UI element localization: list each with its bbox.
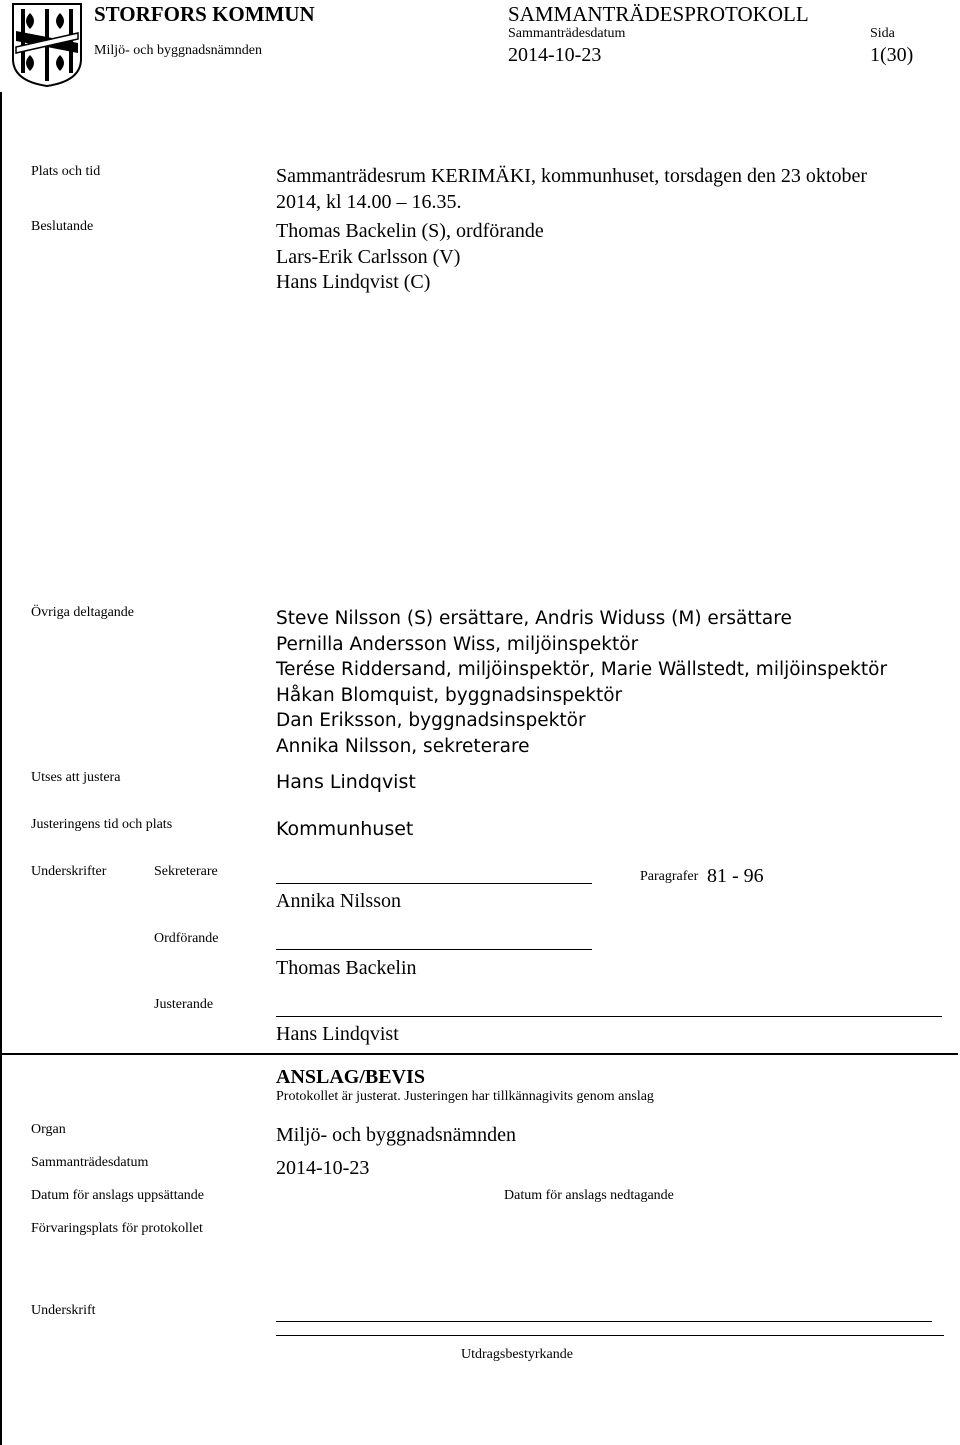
notice-signature-line bbox=[276, 1321, 932, 1322]
deciding-label: Beslutande bbox=[31, 219, 94, 234]
committee-name: Miljö- och byggnadsnämnden bbox=[94, 43, 262, 58]
organ-label: Organ bbox=[31, 1122, 66, 1137]
other-participants bbox=[276, 606, 887, 759]
section-separator bbox=[0, 1053, 958, 1055]
adjuster-signature-line bbox=[276, 1016, 942, 1017]
municipality-coat-of-arms bbox=[12, 3, 82, 87]
document-type: SAMMANTRÄDESPROTOKOLL bbox=[508, 2, 809, 26]
place-time-value bbox=[276, 164, 867, 215]
participant-line: Terése Riddersand, miljöinspektör, Marie Wällstedt, miljöinspektör bbox=[276, 659, 888, 680]
signature-label: Underskrift bbox=[31, 1303, 96, 1318]
chair-label: Ordförande bbox=[154, 931, 219, 946]
notice-title: ANSLAG/BEVIS bbox=[276, 1066, 425, 1088]
notice-date-label: Sammanträdesdatum bbox=[31, 1155, 149, 1170]
paragraphs-label: Paragrafer bbox=[640, 869, 699, 884]
adjuster-label: Utses att justera bbox=[31, 770, 121, 785]
page-label: Sida bbox=[870, 26, 895, 41]
participant-line: Steve Nilsson (S) ersättare, Andris Widuss (M) ersättare bbox=[276, 608, 792, 629]
certify-label: Utdragsbestyrkande bbox=[461, 1347, 573, 1362]
adjuster-value: Hans Lindqvist bbox=[276, 771, 416, 793]
storage-label: Förvaringsplats för protokollet bbox=[31, 1221, 203, 1236]
place-time-line: 2014, kl 14.00 – 16.35. bbox=[276, 190, 462, 213]
secretary-label: Sekreterare bbox=[154, 864, 218, 879]
meeting-date-label: Sammanträdesdatum bbox=[508, 26, 626, 41]
signature-adjuster-label: Justerande bbox=[154, 997, 214, 1012]
participant-line: Annika Nilsson, sekreterare bbox=[276, 735, 530, 757]
organ-value: Miljö- och byggnadsnämnden bbox=[276, 1124, 516, 1146]
notice-date-value: 2014-10-23 bbox=[276, 1157, 370, 1179]
chair-signature-line bbox=[276, 949, 592, 950]
signature-adjuster-name: Hans Lindqvist bbox=[276, 1023, 399, 1045]
secretary-name: Annika Nilsson bbox=[276, 890, 401, 912]
place-time-label: Plats och tid bbox=[31, 164, 101, 179]
chair-name: Thomas Backelin bbox=[276, 957, 417, 979]
adjust-place-value: Kommunhuset bbox=[276, 818, 414, 840]
deciding-members bbox=[276, 219, 544, 296]
removed-date-label: Datum för anslags nedtagande bbox=[504, 1188, 674, 1203]
participant-line: Dan Eriksson, byggnadsinspektör bbox=[276, 710, 586, 731]
secretary-signature-line bbox=[276, 883, 592, 884]
posted-date-label: Datum för anslags uppsättande bbox=[31, 1188, 205, 1203]
frame-left-line bbox=[0, 92, 2, 1445]
participant-line: Håkan Blomquist, byggnadsinspektör bbox=[276, 684, 623, 706]
participant-line: Pernilla Andersson Wiss, miljöinspektör bbox=[276, 633, 639, 655]
notice-subtitle: Protokollet är justerat. Justeringen har tillkännagivits genom anslag bbox=[276, 1089, 654, 1104]
paragraphs-value: 81 - 96 bbox=[707, 865, 764, 887]
place-time-line: Sammanträdesrum KERIMÄKI, kommunhuset, torsdagen den 23 oktober bbox=[276, 165, 868, 187]
page-number: 1(30) bbox=[870, 44, 914, 66]
adjust-place-label: Justeringens tid och plats bbox=[31, 817, 173, 832]
member-line: Lars-Erik Carlsson (V) bbox=[276, 245, 461, 268]
others-label: Övriga deltagande bbox=[31, 605, 135, 620]
municipality-name: STORFORS KOMMUN bbox=[94, 2, 315, 26]
member-line: Thomas Backelin (S), ordförande bbox=[276, 220, 544, 242]
notice-bottom-line bbox=[276, 1335, 944, 1336]
member-line: Hans Lindqvist (C) bbox=[276, 271, 431, 293]
signatures-label: Underskrifter bbox=[31, 864, 107, 879]
meeting-date: 2014-10-23 bbox=[508, 44, 602, 66]
